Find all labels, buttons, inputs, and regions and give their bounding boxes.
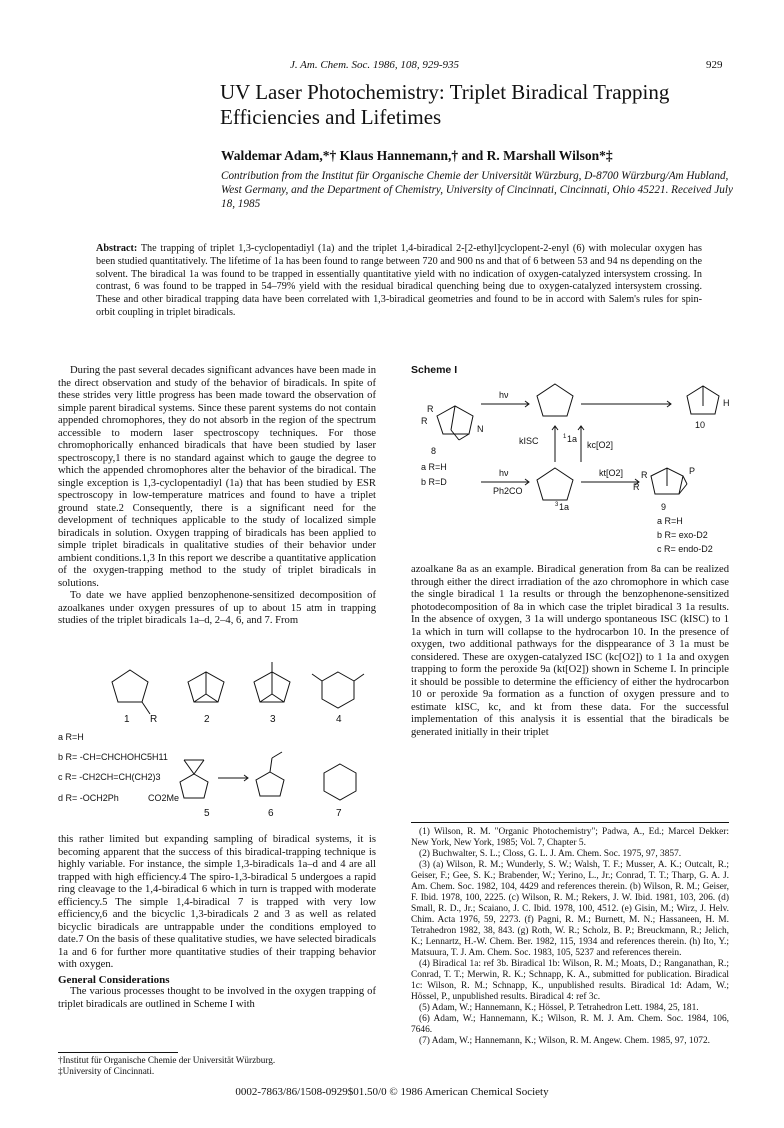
author-list: Waldemar Adam,*† Klaus Hannemann,† and R. Marshall Wilson*‡ bbox=[221, 148, 613, 163]
scheme-1-diagram bbox=[411, 378, 741, 558]
copyright-footer: 0002-7863/86/1508-0929$01.50/0 © 1986 American Chemical Society bbox=[235, 1086, 549, 1098]
biradical-structures-figure bbox=[58, 660, 378, 832]
scheme-3-1a: 1a bbox=[559, 502, 570, 512]
structure-3-label: 3 bbox=[270, 714, 276, 725]
scheme-kisc: kISC bbox=[519, 436, 539, 446]
scheme-R1: R bbox=[427, 404, 434, 414]
paragraph-processes: The various processes thought to be involved in the oxygen trapping of triplet biradicals are outlined in Scheme I with bbox=[58, 986, 376, 1010]
abstract-text: The trapping of triplet 1,3-cyclopentadiyl (1a) and the triplet 1,4-biradical 2-[2-ethyl]cyclopent-2-enyl (6) with molecular oxygen has been studied quantitatively. The lifetime of 1a has been found to range between 720 and 900 ns and that of 6 between 53 and 94 ns depending on the solvent. The biradical 1a was found to be trapped in essentially quantitative yield with no indication of oxygen-catalyzed intersystem crossing. In contrast, 6 was found to be trapped in 54–79% yield with the residual biradical quenching being due to oxygen-catalyzed intersystem crossing. These and other biradical trapping data have been correlated with 1,3-biradical geometries and found to be in accord with Salem's rules for spin-orbit coupling in triplet biradicals. bbox=[96, 243, 702, 318]
scheme-8b: b R=D bbox=[421, 477, 447, 487]
structure-6-label: 6 bbox=[268, 808, 274, 819]
structure-2-label: 2 bbox=[204, 714, 210, 725]
abstract bbox=[96, 243, 702, 320]
scheme-P: P bbox=[689, 466, 696, 476]
body-column-2 bbox=[411, 564, 729, 739]
scheme-sup1: 1 bbox=[563, 434, 567, 440]
structure-7-label: 7 bbox=[336, 808, 342, 819]
scheme-8a: a R=H bbox=[421, 462, 447, 472]
body-column-1-top bbox=[58, 365, 376, 628]
paragraph-intro: During the past several decades significant advances have been made in the direct observation and study of the behavior of biradicals. In spite of these strides very little progress has been made toward the observation of simple parent biradical systems. Since these parent systems do not contain appended chromophores, they do not absorb in the region of the spectrum accessible to modern laser spectroscopy techniques. For those chromophorically enhanced biradicals that have been studied by laser spectroscopy,1 there is no standard against which to gauge the degree to which the appended chromophores alter the behavior of the biradical. The single exception is 1,3-cyclopentadiyl (1a) that has been studied by ESR spectroscopy in low-temperature matrices and found to have a triplet ground state.2 Consequently, there is a significant need for the development of techniques applicable to the study of localized simple biradicals in solution. Oxygen trapping of biradicals has been applied to simple triplet biradicals in qualitative studies of their behavior under ambient conditions.1,3 In this report we describe a quantitative application of the oxygen-trapping method to the study of triplet biradicals in solutions. bbox=[58, 365, 376, 589]
article-title: UV Laser Photochemistry: Triplet Biradical Trapping Efficiencies and Lifetimes bbox=[220, 80, 670, 129]
structure-5-label: 5 bbox=[204, 808, 210, 819]
scheme-R2: R bbox=[421, 416, 428, 426]
scheme-sup3: 3 bbox=[555, 502, 559, 508]
affiliation-footnotes bbox=[58, 1052, 376, 1077]
scheme-H: H bbox=[723, 398, 730, 408]
scheme-hv-top: hν bbox=[499, 390, 509, 400]
scheme-kc: kc[O2] bbox=[587, 440, 614, 450]
scheme-9a: a R=H bbox=[657, 516, 683, 526]
structure-1d: d R= -OCH2Ph bbox=[58, 793, 119, 803]
paragraph-sampling: this rather limited but expanding sampling of biradical systems, it is becoming apparent that the success of this biradical-trapping technique is highly variable. For instance, the simple 1,3-biradicals 1a–d and 4 are all trapped with high efficiency.4 The spiro-1,3-biradical 5 undergoes a rapid ring cleavage to the 1,4-biradical 6 which in turn is trapped with moderate efficiency.5 The simple 1,4-biradical 7 is trapped with very low efficiency,6 and the bicyclic 1,3-biradicals 2 and 3 as well as related bicyclic biradicals are untrappable under the conditions employed to date.7 On the basis of these qualitative studies, we have selected biradicals 1a and 6 for further more quantitative studies of their trapping behavior with oxygen. bbox=[58, 834, 376, 970]
references-rule bbox=[411, 822, 729, 823]
reference-3: (3) (a) Wilson, R. M.; Wunderly, S. W.; Walsh, T. F.; Musser, A. K.; Outcalt, R.; Geiser, F.; Gee, S. K.; Brabender, W.; Yerino, L., Jr.; Conrad, T. T.; Tharp, G. A. J. Am. Chem. Soc. 1982, 104, 4429 and references therein. (b) Wilson, R. M.; Geiser, F. Ibid. 1978, 100, 2225. (c) Wilson, R. M.; Rekers, J. W. Ibid. 1981, 103, 206. (d) Small, R. D., Jr.; Scaiano, J. C. Ibid. 1978, 100, 4512. (e) Gisin, M.; Wirz, J. Helv. Chim. Acta 1976, 59, 2273. (f) Pagni, R. M.; Burnett, M. N.; Hassaneen, H. M. Tetrahedron 1982, 38, 843. (g) Roth, W. R.; Scholz, B. P.; Breuckmann, R.; Jelich, K.; Lennartz, H.-W. Chem. Ber. 1982, 115, 1934 and references therein. (h) Ito, Y.; Matsuura, T. J. Am. Chem. Soc. 1983, 105, 5237 and references therein. bbox=[411, 860, 729, 958]
reference-2: (2) Buchwalter, S. L.; Closs, G. L. J. Am. Chem. Soc. 1975, 97, 3857. bbox=[419, 849, 682, 859]
scheme-9b: b R= exo-D2 bbox=[657, 530, 708, 540]
co2me-label: CO2Me bbox=[148, 793, 180, 803]
scheme-hv-bottom: hν bbox=[499, 468, 509, 478]
journal-citation: J. Am. Chem. Soc. 1986, 108, 929-935 bbox=[290, 59, 460, 71]
paragraph-to-date: To date we have applied benzophenone-sensitized decomposition of azoalkanes under oxygen pressures of up to about 15 atm in trapping studies of the triplet biradicals 1a–d, 2–4, 6, and 7. From bbox=[58, 590, 376, 626]
scheme-9c: c R= endo-D2 bbox=[657, 544, 713, 554]
structure-1-ring bbox=[112, 670, 148, 702]
scheme-label: Scheme I bbox=[411, 364, 458, 376]
abstract-label: Abstract: bbox=[96, 243, 138, 254]
structure-4-label: 4 bbox=[336, 714, 342, 725]
scheme-R3: R bbox=[641, 470, 648, 480]
footnote-dagger: †Institut für Organische Chemie der Universität Würzburg. bbox=[58, 1055, 276, 1065]
references bbox=[411, 822, 729, 1047]
body-column-1-bottom bbox=[58, 834, 376, 1011]
affiliation: Contribution from the Institut für Organische Chemie der Universität Würzburg, D-8700 Würzburg/Am Hubland, West Germany, and the Department of Chemistry, University of Cincinnati, Cincinnati, Ohio 45221. Received July 18, 1985 bbox=[221, 170, 733, 210]
scheme-1-1a: 1a bbox=[567, 434, 578, 444]
scheme-N: N bbox=[477, 424, 484, 434]
footnote-rule bbox=[58, 1052, 178, 1053]
structure-1-label: 1 bbox=[124, 714, 130, 725]
scheme-R4: R bbox=[633, 482, 640, 492]
page-number: 929 bbox=[706, 59, 723, 71]
reference-6: (6) Adam, W.; Hannemann, K.; Wilson, R. M. J. Am. Chem. Soc. 1984, 106, 7646. bbox=[411, 1014, 729, 1035]
structure-1b: b R= -CH=CHCHOHC5H11 bbox=[58, 752, 168, 762]
scheme-label-9: 9 bbox=[661, 502, 667, 512]
reference-7: (7) Adam, W.; Hannemann, K.; Wilson, R. M. Angew. Chem. 1985, 97, 1072. bbox=[419, 1036, 711, 1046]
footnote-double-dagger: ‡University of Cincinnati. bbox=[58, 1066, 155, 1076]
paragraph-azoalkane: azoalkane 8a as an example. Biradical generation from 8a can be realized through either the direct irradiation of the azo chromophore in which case the single biradical 1 1a results or through the benzophenone-sensitized photodecomposition of 8a in which case the triplet biradical 3 1a results. In the absence of oxygen, 3 1a will undergo spontaneous ISC (kISC) to 1 1a which in turn will collapse to the hydrocarbon 10. In the presence of oxygen, two additional pathways for the disppearance of 3 1a must be considered. These are oxygen-catalyzed ISC (kc[O2]) to 1 1a and oxygen trapping to form the peroxide 9a (kt[O2]) shown in Scheme I. In principle it should be possible to determine the efficiency of either the hydrocarbon 10 or peroxide 9a formation as a function of oxygen pressure and to estimate kISC, kc, and kt from these data. For the successful implementation of this analysis it is essential that the biradicals be generated initially in their triplet bbox=[411, 564, 729, 738]
structure-1c: c R= -CH2CH=CH(CH2)3 bbox=[58, 772, 161, 782]
scheme-ph2co: Ph2CO bbox=[493, 486, 523, 496]
scheme-label-10: 10 bbox=[695, 420, 706, 430]
structure-1-R: R bbox=[150, 714, 158, 725]
reference-4: (4) Biradical 1a: ref 3b. Biradical 1b: Wilson, R. M.; Moats, D.; Ranganathan, R.; Conrad, T. T.; Merwin, R. K.; Schnapp, K. A., submitted for publication. Biradical 1c: Wilson, R. M.; Schnapp, K., unpublished results. Biradical 1d: Adam, W.; Hössel, P., unpublished results. Biradical 4: ref 3c. bbox=[411, 959, 729, 1002]
reference-5: (5) Adam, W.; Hannemann, K.; Hössel, P. Tetrahedron Lett. 1984, 25, 181. bbox=[419, 1003, 699, 1013]
structure-1a: a R=H bbox=[58, 732, 84, 742]
scheme-label-8: 8 bbox=[431, 446, 437, 456]
section-heading: General Considerations bbox=[58, 973, 170, 986]
scheme-kt: kt[O2] bbox=[599, 468, 624, 478]
reference-1: (1) Wilson, R. M. "Organic Photochemistry"; Padwa, A., Ed.; Marcel Dekker: New York, New York, 1985; Vol. 7, Chapter 5. bbox=[411, 827, 729, 848]
